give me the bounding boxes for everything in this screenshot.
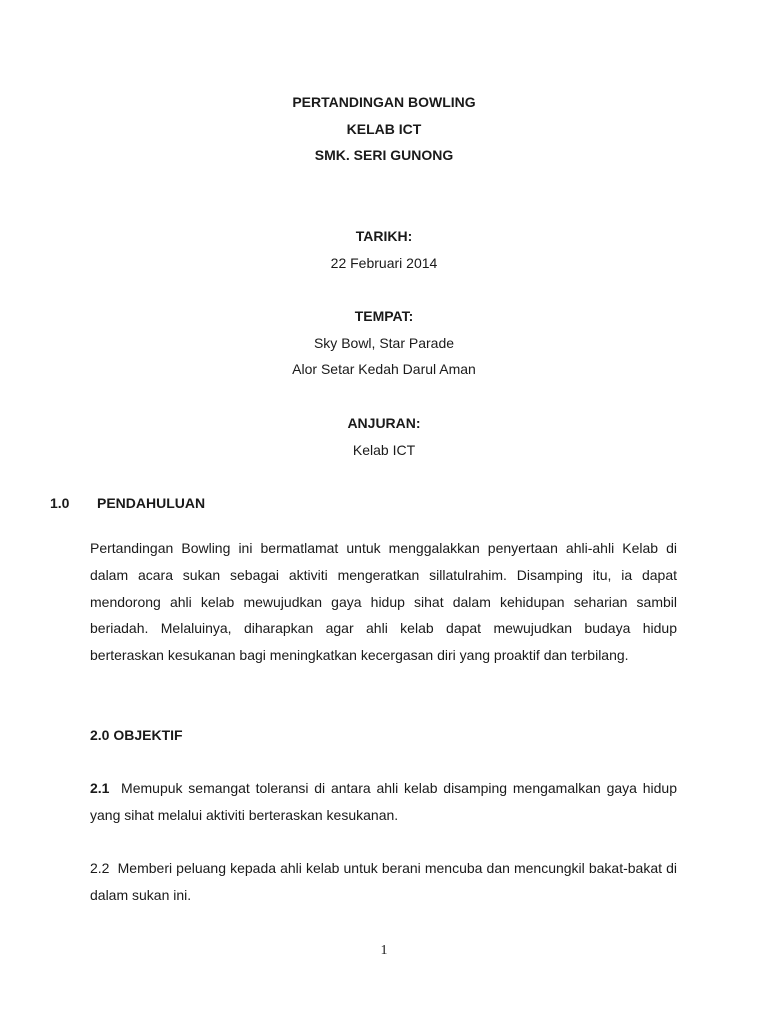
tempat-line-2: Alor Setar Kedah Darul Aman [292,361,476,377]
objective-2-2 [90,855,677,909]
tarikh-label: TARIKH: [355,228,413,244]
objective-2-2-number: 2.2 [90,860,110,876]
section-1-number: 1.0 [50,495,70,511]
title-line-2: KELAB ICT [346,121,422,137]
title-line-3: SMK. SERI GUNONG [314,147,454,163]
title-line-1: PERTANDINGAN BOWLING [292,94,476,110]
objective-2-1-number: 2.1 [90,780,110,796]
tarikh-value: 22 Februari 2014 [330,255,438,271]
page-number: 1 [380,943,388,958]
objective-2-1 [90,775,677,829]
section-1-title: PENDAHULUAN [97,495,206,511]
section-2-heading: 2.0 OBJEKTIF [90,727,183,743]
anjuran-value: Kelab ICT [352,442,416,458]
tempat-label: TEMPAT: [354,308,414,324]
section-1-body: Pertandingan Bowling ini bermatlamat untuk menggalakkan penyertaan ahli-ahli Kelab di dalam acara sukan sebagai aktiviti mengeratkan sillatulrahim. Disamping itu, ia dapat mendorong ahli kelab mewujudkan gaya hidup sihat dalam kehidupan seharian sambil beriadah. Melaluinya, diharapkan agar ahli kelab dapat mewujudkan budaya hidup berteraskan kesukanan bagi meningkatkan kecergasan diri yang proaktif dan terbilang. [90,540,677,664]
objective-2-2-text: Memberi peluang kepada ahli kelab untuk berani mencuba dan mencungkil bakat-bakat di dalam sukan ini. [90,860,678,903]
tempat-line-1: Sky Bowl, Star Parade [313,335,455,351]
anjuran-label: ANJURAN: [347,415,421,431]
objective-2-1-text: Memupuk semangat toleransi di antara ahli kelab disamping mengamalkan gaya hidup yang sihat melalui aktiviti berteraskan kesukanan. [90,780,678,823]
